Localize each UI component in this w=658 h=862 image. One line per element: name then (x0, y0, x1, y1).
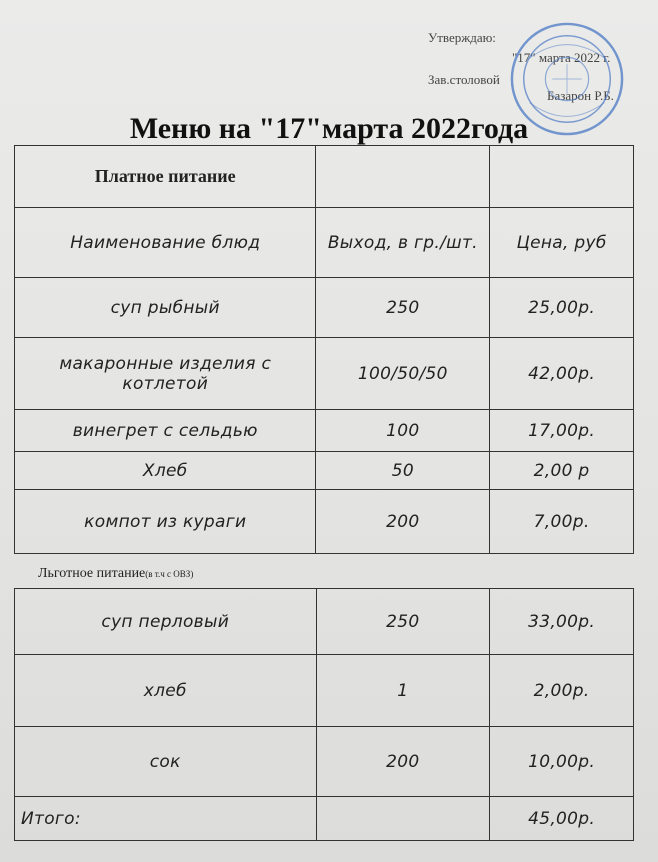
dish-portion: 200 (316, 727, 490, 797)
empty-cell (316, 146, 490, 208)
dish-portion: 1 (316, 655, 490, 727)
dish-price: 2,00р. (490, 655, 634, 727)
col-header-price: Цена, руб (490, 208, 634, 278)
table-row (15, 278, 634, 338)
dish-price: 7,00р. (490, 490, 634, 554)
dish-portion: 100 (316, 410, 490, 452)
empty-cell (316, 797, 490, 841)
dish-portion: 100/50/50 (316, 338, 490, 410)
table-row (15, 208, 634, 278)
dish-name: сок (15, 727, 317, 797)
dish-name: макаронные изделия с котлетой (15, 338, 316, 410)
benefit-note: (в т.ч с ОВЗ) (145, 569, 194, 579)
total-value: 45,00р. (490, 797, 634, 841)
table-row (15, 490, 634, 554)
dish-name: хлеб (15, 655, 317, 727)
approve-date: "17" марта 2022 г. (512, 50, 611, 65)
table-row (15, 410, 634, 452)
dish-name: Хлеб (15, 452, 316, 490)
table-row (15, 727, 634, 797)
dish-price: 10,00р. (490, 727, 634, 797)
signer-name: Базарон Р.Б. (547, 88, 614, 103)
dish-name: винегрет с сельдью (15, 410, 316, 452)
dish-price: 2,00 р (490, 452, 634, 490)
col-header-portion: Выход, в гр./шт. (316, 208, 490, 278)
benefit-label: Льготное питание (38, 566, 146, 581)
benefit-menu-table (14, 588, 634, 841)
table-row (15, 146, 634, 208)
dish-name: суп рыбный (15, 278, 316, 338)
dish-price: 17,00р. (490, 410, 634, 452)
table-row (15, 589, 634, 655)
dish-price: 25,00р. (490, 278, 634, 338)
total-label: Итого: (15, 797, 317, 841)
dish-portion: 250 (316, 589, 490, 655)
dish-portion: 200 (316, 490, 490, 554)
dish-price: 33,00р. (490, 589, 634, 655)
dish-portion: 50 (316, 452, 490, 490)
section-title: Платное питание (15, 146, 316, 208)
page-title: Меню на "17"марта 2022года (129, 112, 529, 145)
table-row (15, 338, 634, 410)
dish-name: компот из кураги (15, 490, 316, 554)
dish-price: 42,00р. (490, 338, 634, 410)
table-row (15, 452, 634, 490)
empty-cell (490, 146, 634, 208)
table-row (15, 797, 634, 841)
dish-name: суп перловый (15, 589, 317, 655)
col-header-name: Наименование блюд (15, 208, 316, 278)
paid-menu-table (14, 145, 634, 554)
table-row (15, 655, 634, 727)
benefit-section-label (38, 566, 193, 582)
position-label: Зав.столовой (428, 72, 500, 87)
approve-label: Утверждаю: (428, 30, 496, 45)
dish-portion: 250 (316, 278, 490, 338)
